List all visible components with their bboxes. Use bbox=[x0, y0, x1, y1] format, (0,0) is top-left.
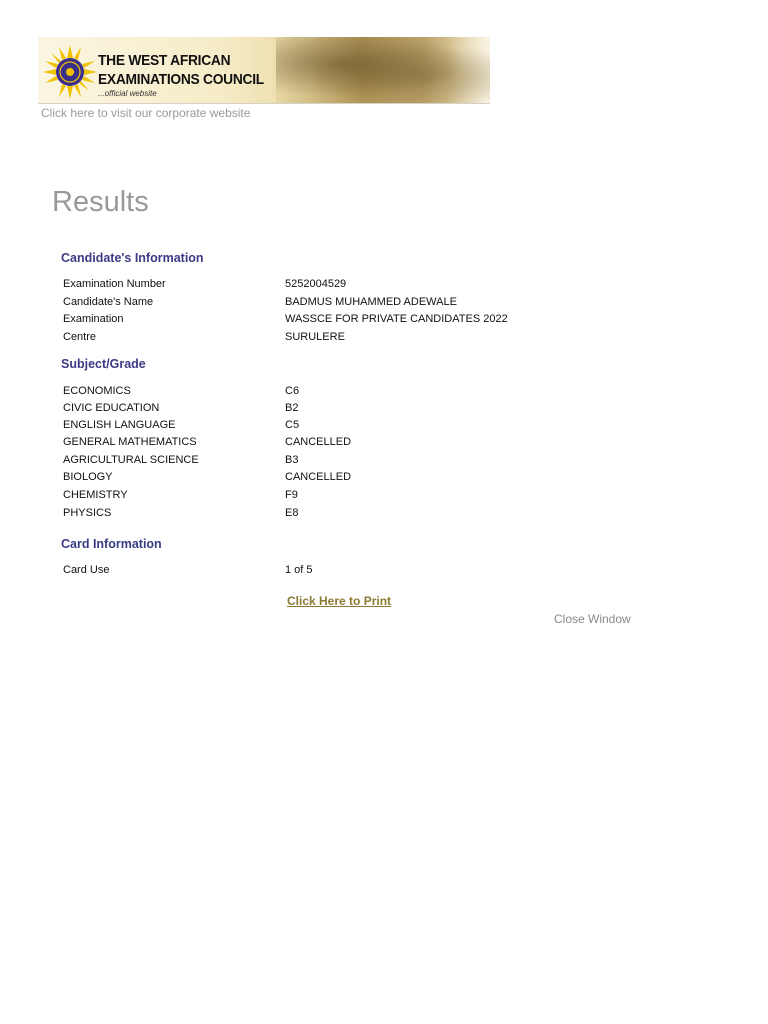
subject-name: PHYSICS bbox=[63, 507, 112, 519]
subject-grade: C5 bbox=[285, 419, 300, 431]
card-use-label: Card Use bbox=[63, 564, 110, 576]
print-link[interactable]: Click Here to Print bbox=[287, 594, 392, 608]
info-label: Examination Number bbox=[63, 278, 166, 290]
info-value: SURULERE bbox=[285, 331, 345, 343]
info-label: Examination bbox=[63, 313, 124, 325]
card-info-heading: Card Information bbox=[61, 537, 162, 551]
subject-grade: B3 bbox=[285, 454, 299, 466]
subject-name: CHEMISTRY bbox=[63, 489, 128, 501]
info-value: BADMUS MUHAMMED ADEWALE bbox=[285, 296, 457, 308]
candidate-info-heading: Candidate's Information bbox=[61, 251, 204, 265]
subject-grade-heading: Subject/Grade bbox=[61, 357, 146, 371]
subject-grade: CANCELLED bbox=[285, 436, 352, 448]
subject-grade: C6 bbox=[285, 385, 300, 397]
subject-name: GENERAL MATHEMATICS bbox=[63, 436, 197, 448]
subject-grade: CANCELLED bbox=[285, 471, 352, 483]
info-label: Candidate's Name bbox=[63, 296, 154, 308]
info-label: Centre bbox=[63, 331, 97, 343]
waec-banner[interactable] bbox=[38, 37, 490, 104]
subject-name: ENGLISH LANGUAGE bbox=[63, 419, 176, 431]
info-value: 5252004529 bbox=[285, 278, 347, 290]
subject-grade: B2 bbox=[285, 402, 299, 414]
subject-grade: E8 bbox=[285, 507, 299, 519]
waec-seal-icon bbox=[42, 44, 98, 100]
page-title: Results bbox=[52, 186, 149, 218]
subject-name: CIVIC EDUCATION bbox=[63, 402, 160, 414]
card-use-value: 1 of 5 bbox=[285, 564, 313, 576]
subject-name: BIOLOGY bbox=[63, 471, 113, 483]
subject-name: AGRICULTURAL SCIENCE bbox=[63, 454, 199, 466]
brand-tagline: ...official website bbox=[98, 89, 157, 98]
close-window-link[interactable]: Close Window bbox=[554, 612, 631, 626]
info-value: WASSCE FOR PRIVATE CANDIDATES 2022 bbox=[285, 313, 508, 325]
brand-name-line1: THE WEST AFRICAN bbox=[98, 52, 231, 69]
brand-name-line2: EXAMINATIONS COUNCIL bbox=[98, 71, 264, 88]
subject-name: ECONOMICS bbox=[63, 385, 131, 397]
corporate-website-link[interactable]: Click here to visit our corporate website bbox=[41, 106, 251, 120]
subject-grade: F9 bbox=[285, 489, 298, 501]
banner-photo bbox=[276, 37, 490, 103]
